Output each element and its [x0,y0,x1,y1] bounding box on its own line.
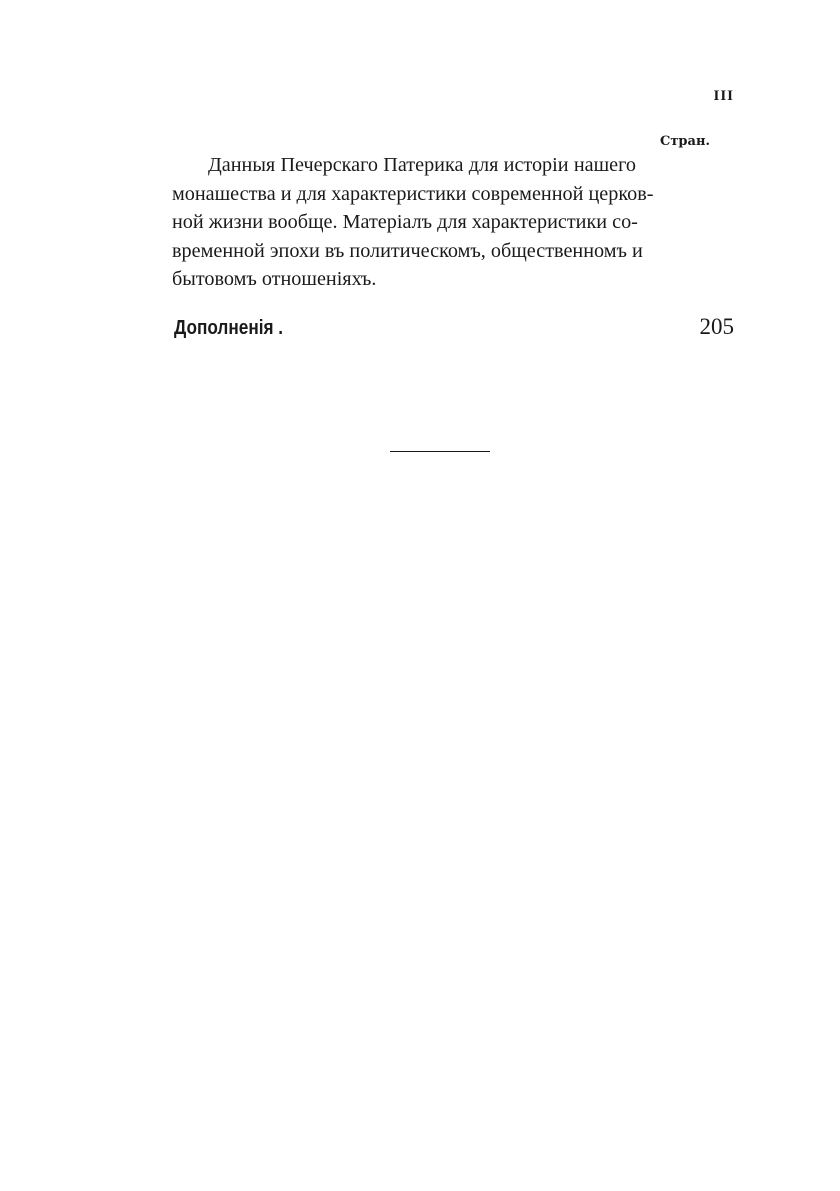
toc-entry-description [136,151,654,294]
supplements-heading: Дополненія . [174,317,284,339]
toc-entry-line: бытовомъ отношеніяхъ. [172,268,377,291]
toc-entry-line: временной эпохи въ политическомъ, общественномъ и [172,239,643,262]
toc-entry-line: монашества и для характеристики современной церков- [172,182,654,205]
section-divider [390,451,490,452]
toc-entry-line: ной жизни вообще. Матеріалъ для характеристики со- [172,211,638,234]
page-column-header: Стран. [660,134,710,149]
toc-entry-line: Данныя Печерскаго Патерика для исторіи нашего [208,154,636,176]
page-number: III [713,88,734,104]
supplements-page-number: 205 [699,314,734,339]
